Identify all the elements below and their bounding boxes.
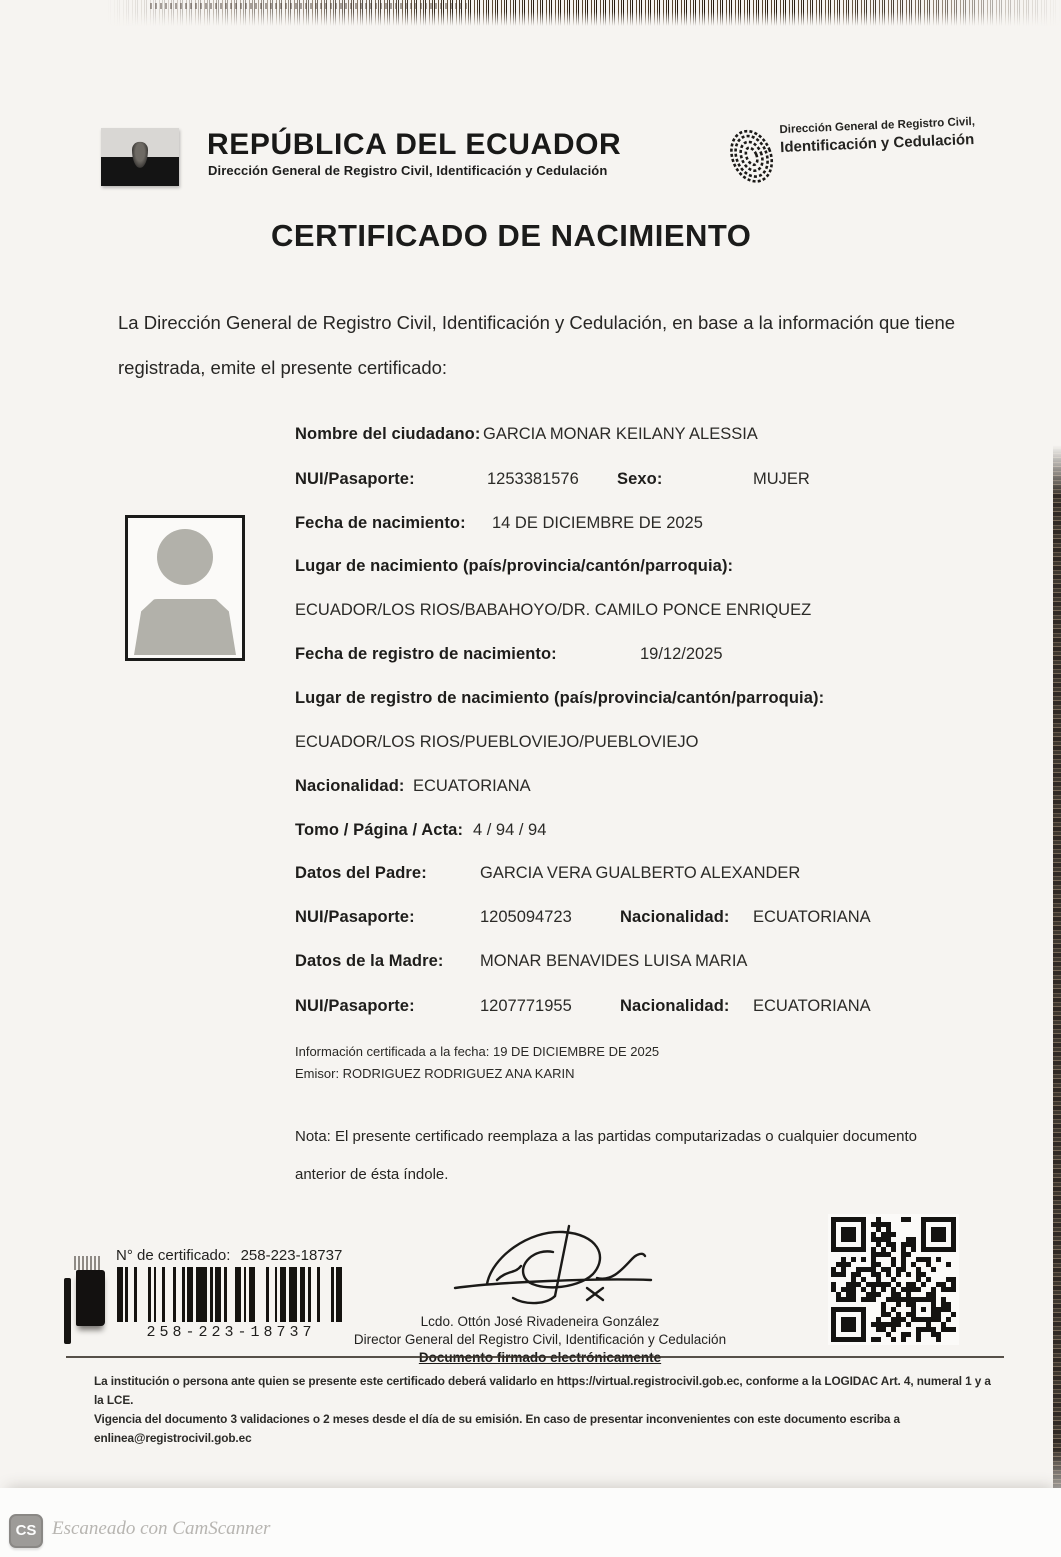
intro-paragraph: La Dirección General de Registro Civil, Identificación y Cedulación, en base a la información que tiene registrada, emite el presente certificado:: [118, 312, 956, 378]
citizen-sex-value: MUJER: [753, 470, 810, 488]
electronic-signature-note: Documento firmado electrónicamente: [418, 1350, 662, 1365]
citizen-name-value: GARCIA MONAR KEILANY ALESSIA: [483, 425, 758, 443]
barcode: [117, 1267, 345, 1322]
ecuador-flag-icon: [101, 128, 179, 186]
father-nui-value: 1205094723: [480, 908, 572, 926]
tpa-label: Tomo / Página / Acta:: [295, 821, 464, 839]
fingerprint-icon: [727, 126, 775, 186]
father-name: GARCIA VERA GUALBERTO ALEXANDER: [480, 864, 801, 882]
photo-placeholder: [125, 515, 245, 661]
signature-block: [335, 1222, 745, 1365]
mother-name: MONAR BENAVIDES LUISA MARIA: [480, 952, 748, 970]
birth-date-value: 14 DE DICIEMBRE DE 2025: [492, 514, 703, 532]
ink-registration-mark: [64, 1262, 109, 1352]
ink-bar-thick: [76, 1270, 105, 1326]
citizen-sex-label: Sexo:: [617, 470, 663, 488]
person-silhouette-icon: [157, 529, 213, 585]
birth-place-label: Lugar de nacimiento (país/provincia/cantón/parroquia):: [295, 557, 734, 575]
father-label: Datos del Padre:: [295, 864, 427, 882]
signer-title: Director General del Registro Civil, Identificación y Cedulación: [353, 1332, 727, 1347]
ink-speckle: [74, 1256, 100, 1270]
mother-nui-value: 1207771955: [480, 997, 572, 1015]
reg-date-value: 19/12/2025: [640, 645, 723, 663]
father-nationality-value: ECUATORIANA: [753, 908, 871, 926]
document-title: CERTIFICADO DE NACIMIENTO: [271, 218, 752, 253]
reg-place-value: ECUADOR/LOS RIOS/PUEBLOVIEJO/PUEBLOVIEJO: [295, 733, 699, 751]
agency-line2: Identificación y Cedulación: [779, 130, 975, 157]
mother-nationality-value: ECUATORIANA: [753, 997, 871, 1015]
mother-nationality-label: Nacionalidad:: [620, 997, 730, 1015]
birth-date-label: Fecha de nacimiento:: [295, 514, 466, 532]
legal-fineprint: [94, 1372, 999, 1448]
citizen-name-label: Nombre del ciudadano:: [295, 425, 481, 443]
camscanner-text: Escaneado con CamScanner: [52, 1518, 271, 1539]
fineprint-line2: Vigencia del documento 3 validaciones o 2 meses desde el día de su emisión. En caso de presentar inconvenientes con este documento escriba a enlinea@registrocivil.gob.ec: [94, 1412, 900, 1445]
agency-line1: Dirección General de Registro Civil,: [779, 115, 976, 137]
signature: [437, 1222, 667, 1318]
father-nationality-label: Nacionalidad:: [620, 908, 730, 926]
citizen-nui-label: NUI/Pasaporte:: [295, 470, 415, 488]
mother-nui-label: NUI/Pasaporte:: [295, 997, 415, 1015]
tpa-value: 4 / 94 / 94: [473, 821, 547, 839]
footer-divider: [66, 1356, 1004, 1358]
mother-label: Datos de la Madre:: [295, 952, 444, 970]
scan-top-speckle: [150, 3, 470, 9]
reg-place-label: Lugar de registro de nacimiento (país/provincia/cantón/parroquia):: [295, 689, 825, 707]
nationality-label: Nacionalidad:: [295, 777, 405, 795]
emitter-line: Emisor: RODRIGUEZ RODRIGUEZ ANA KARIN: [295, 1066, 575, 1081]
nationality-value: ECUATORIANA: [413, 777, 531, 795]
certificate-number-value: 258-223-18737: [240, 1247, 343, 1264]
ink-bar-thin: [64, 1278, 71, 1344]
certificate-number-line: [116, 1247, 342, 1264]
certified-date-line: Información certificada a la fecha: 19 DE DICIEMBRE DE 2025: [295, 1044, 660, 1059]
fineprint-line1: La institución o persona ante quien se presente este certificado deberá validarlo en https://virtual.registrocivil.gob.ec, conforme a la LOGIDAC Art. 4, numeral 1 y a la LCE.: [94, 1374, 991, 1407]
republic-title: REPÚBLICA DEL ECUADOR: [207, 128, 622, 161]
scan-right-edge-artifact: [1053, 445, 1061, 1491]
father-nui-label: NUI/Pasaporte:: [295, 908, 415, 926]
agency-stamp: [727, 110, 1027, 157]
citizen-nui-value: 1253381576: [487, 470, 579, 488]
qr-code: [828, 1214, 959, 1345]
registry-subtitle: Dirección General de Registro Civil, Identificación y Cedulación: [208, 163, 608, 178]
reg-date-label: Fecha de registro de nacimiento:: [295, 645, 557, 663]
signer-name: Lcdo. Ottón José Rivadeneira González: [420, 1314, 660, 1329]
person-silhouette-body: [134, 599, 236, 655]
barcode-text: 258-223-18737: [146, 1324, 316, 1341]
birth-place-value: ECUADOR/LOS RIOS/BABAHOYO/DR. CAMILO PONCE ENRIQUEZ: [295, 601, 812, 619]
certificate-number-label: N° de certificado:: [116, 1247, 231, 1264]
camscanner-footer: [0, 1488, 1061, 1557]
camscanner-icon: CS: [9, 1514, 43, 1548]
note-paragraph: Nota: El presente certificado reemplaza a las partidas computarizadas o cualquier documento anterior de ésta índole.: [295, 1128, 918, 1183]
